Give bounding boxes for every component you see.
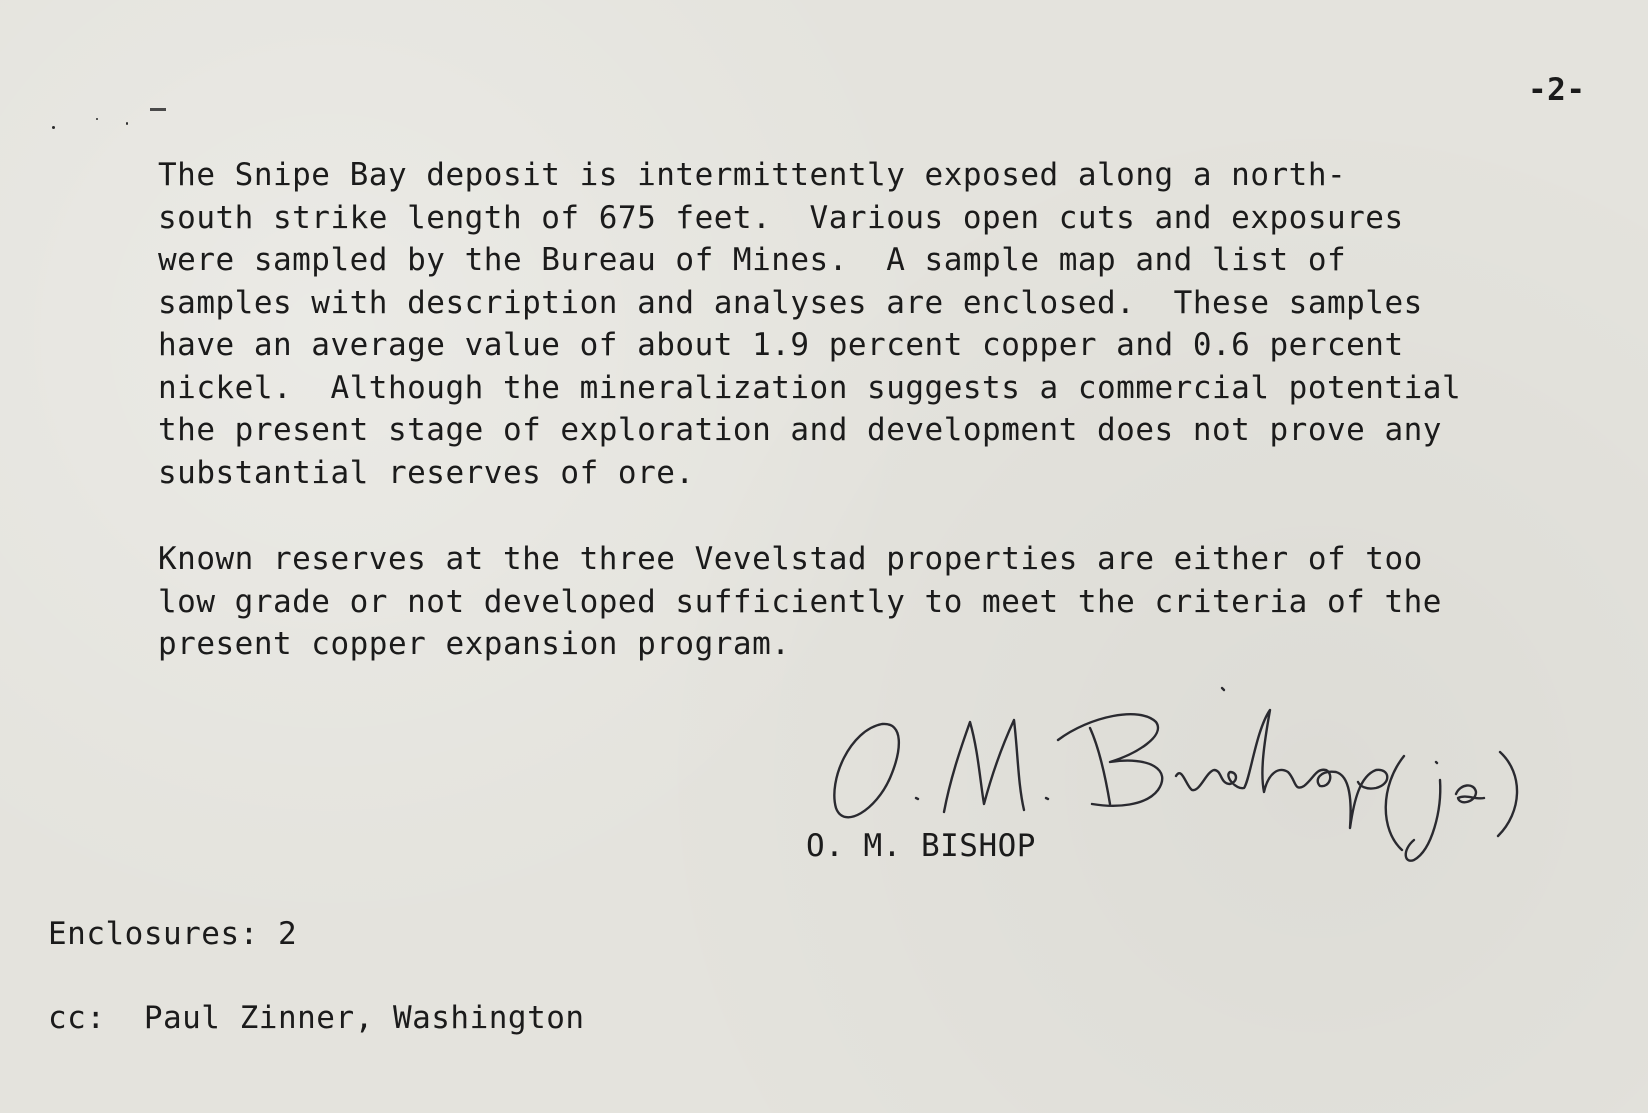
paragraph-line: south strike length of 675 feet. Various open cuts and exposures	[158, 199, 1404, 236]
paragraph-line: samples with description and analyses are enclosed. These samples	[158, 284, 1423, 321]
paragraph-line: have an average value of about 1.9 percent copper and 0.6 percent	[158, 327, 1404, 363]
cc-line: cc: Paul Zinner, Washington	[48, 1000, 585, 1036]
page-number: -2-	[1528, 72, 1586, 108]
paragraph-line: Known reserves at the three Vevelstad properties are either of too	[158, 541, 1423, 577]
paper-speck	[96, 118, 98, 120]
body-paragraph-1	[158, 154, 1461, 494]
enclosures-line: Enclosures: 2	[48, 916, 298, 952]
paper-speck	[52, 126, 55, 129]
signer-name: O. M. BISHOP	[806, 828, 1036, 864]
paragraph-line: low grade or not developed sufficiently to meet the criteria of the	[158, 583, 1442, 620]
body-paragraph-2	[158, 538, 1442, 666]
paragraph-line: substantial reserves of ore.	[158, 454, 695, 491]
paragraph-line: present copper expansion program.	[158, 626, 791, 662]
paragraph-line: were sampled by the Bureau of Mines. A sample map and list of	[158, 242, 1347, 278]
paragraph-line: The Snipe Bay deposit is intermittently exposed along a north-	[158, 157, 1347, 193]
paper-speck	[126, 122, 128, 125]
stray-mark	[150, 108, 166, 111]
paragraph-line: the present stage of exploration and development does not prove any	[158, 412, 1442, 448]
paragraph-line: nickel. Although the mineralization suggests a commercial potential	[158, 369, 1462, 406]
